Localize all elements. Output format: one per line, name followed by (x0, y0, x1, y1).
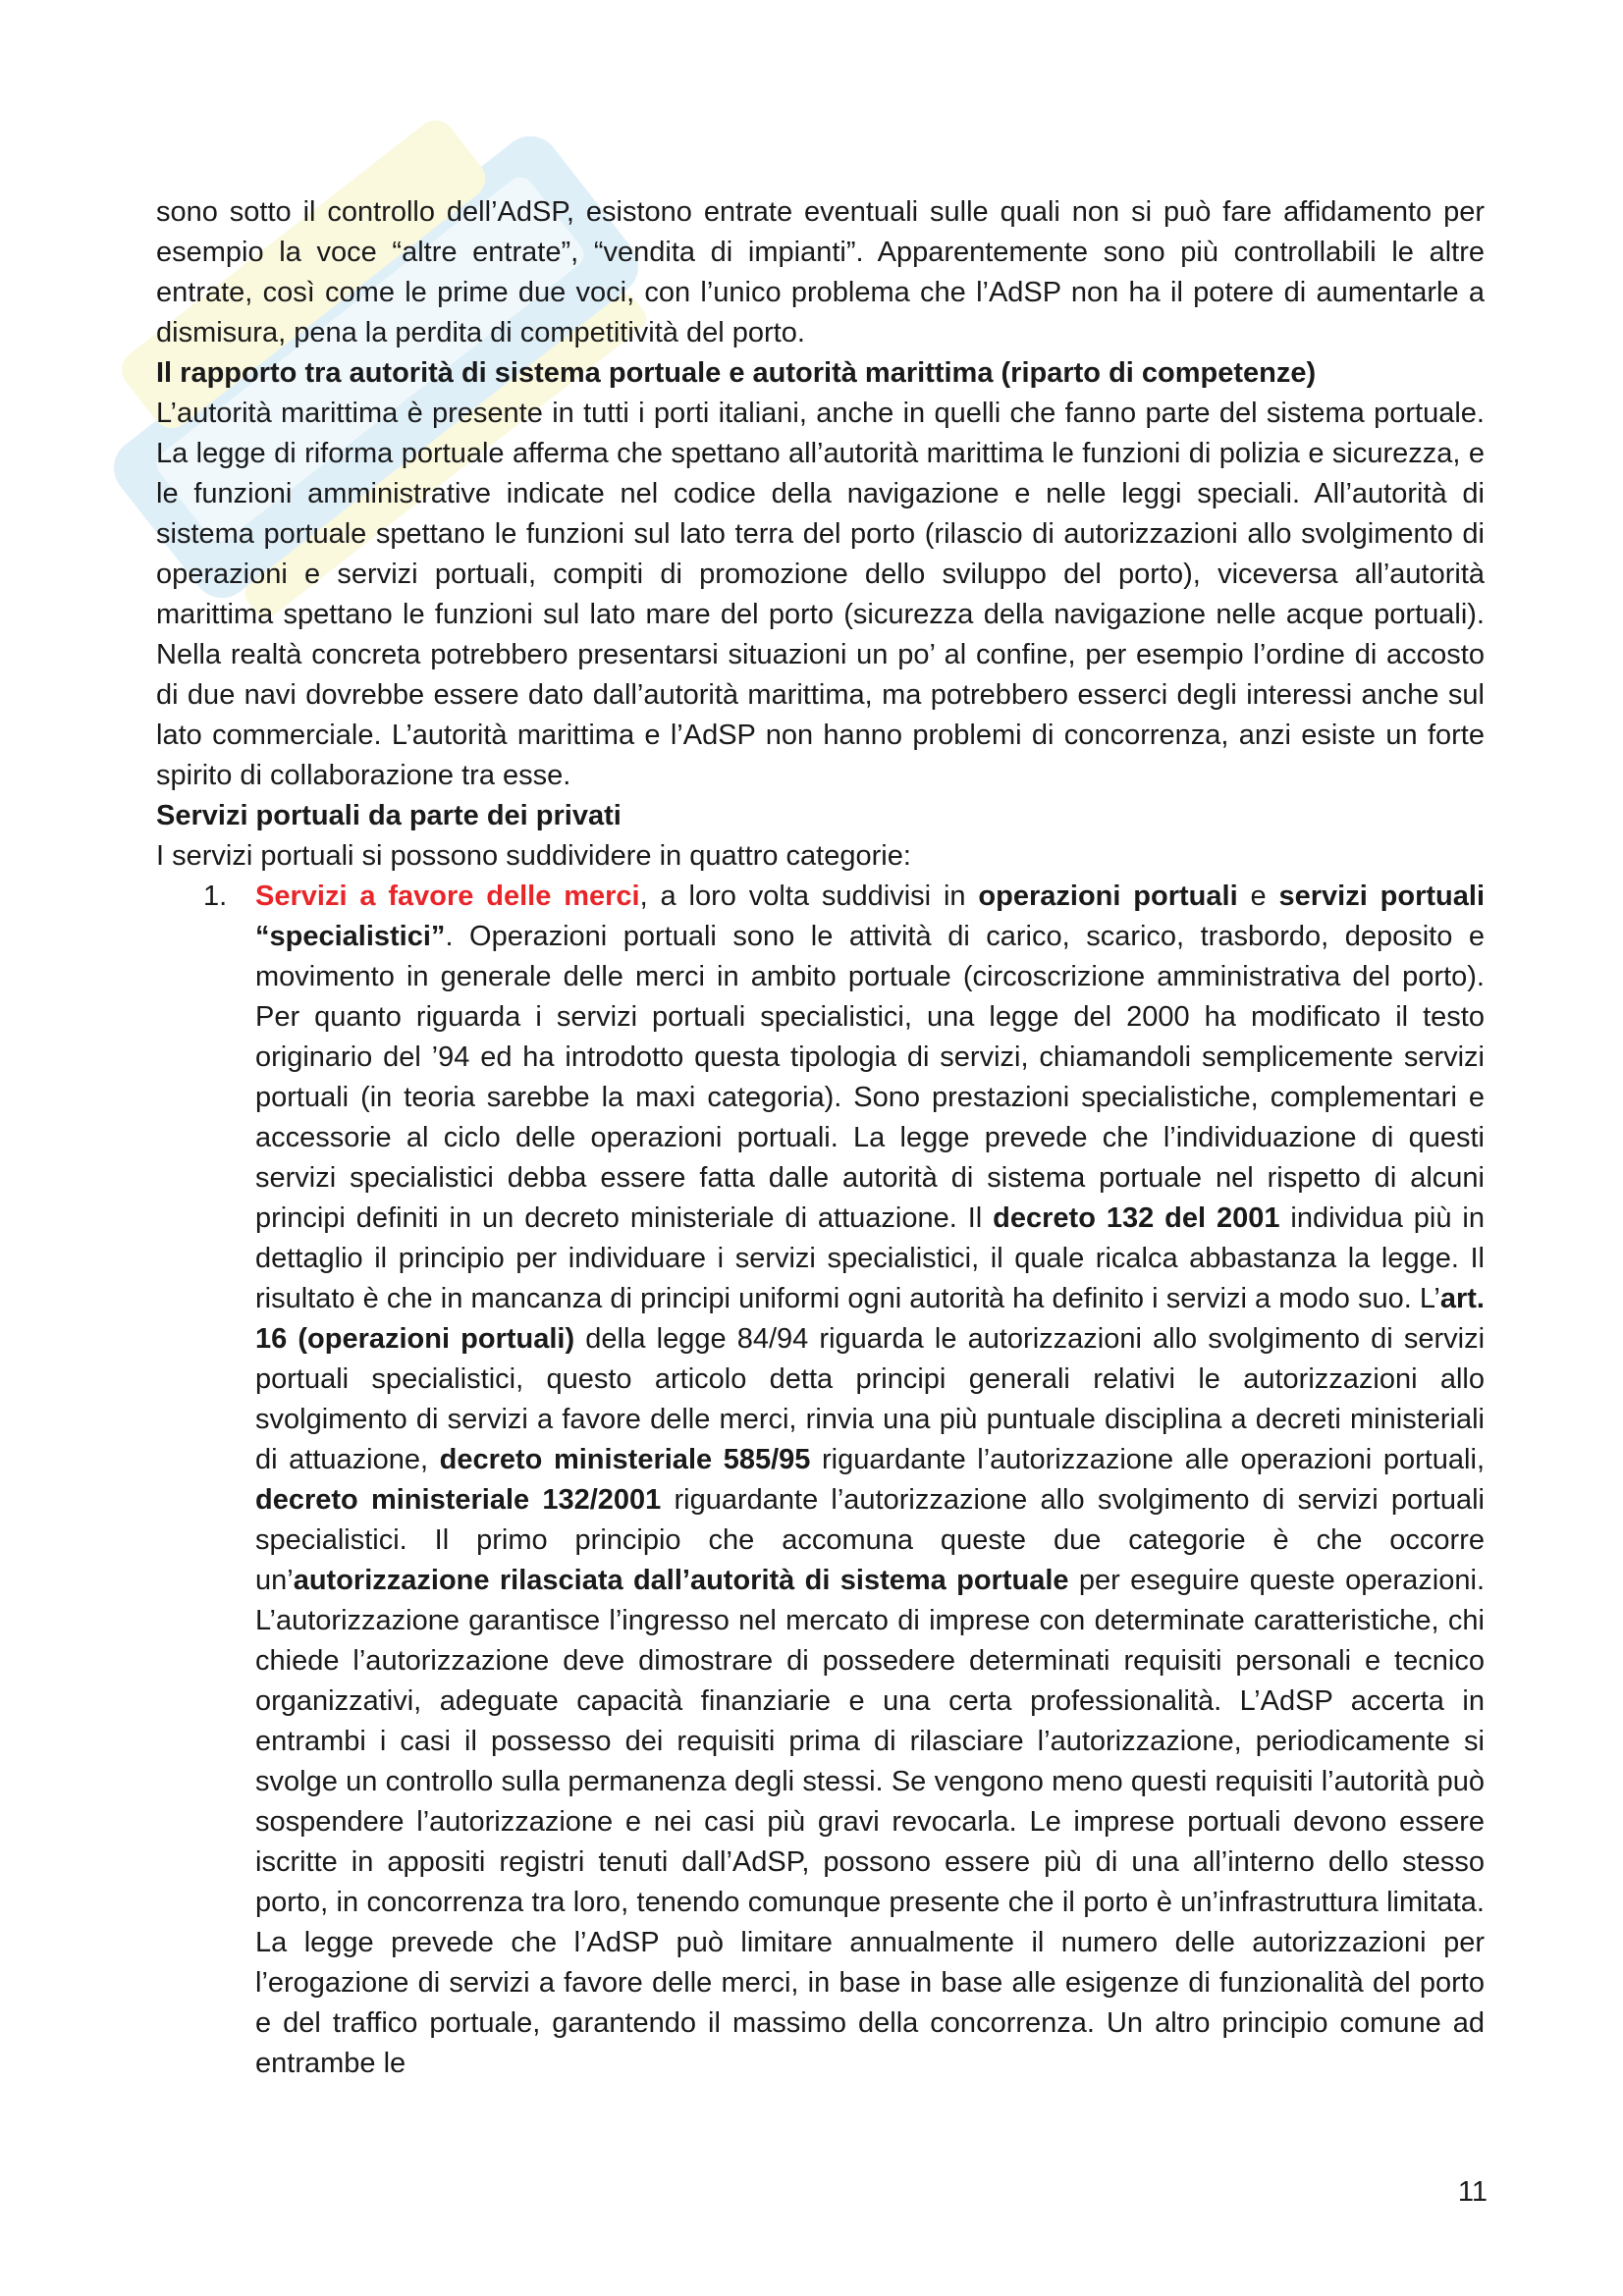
bold-text: autorizzazione rilasciata dall’autorità di sistema portuale (293, 1565, 1069, 1596)
text-run: della legge 84/94 riguarda le autorizzazioni allo svolgimento di servizi portuali specialistici, questo articolo detta principi generali relativi le autorizzazioni allo svolgimento di servizi a favore delle merci, rinvia una più puntuale disciplina a decreti ministeriali di attuazione, (255, 1323, 1486, 1475)
text-run: riguardante l’autorizzazione allo svolgimento di servizi portuali specialistici. Il primo principio che accomuna queste due categorie è che occorre un’ (255, 1484, 1485, 1596)
bold-text: operazioni portuali (978, 881, 1238, 912)
bold-text: decreto 132 del 2001 (993, 1202, 1280, 1234)
text-run: e (1237, 881, 1279, 912)
categories-list (156, 877, 1485, 2084)
page-number: 11 (1457, 2176, 1488, 2208)
list-item-number: 1. (203, 881, 228, 912)
text-run: , a loro volta suddivisi in (639, 881, 979, 912)
bold-text: servizi portuali “specialistici” (255, 881, 1485, 952)
highlight-red-text: Servizi a favore delle merci (255, 881, 640, 912)
text-run: per eseguire queste operazioni. L’autorizzazione garantisce l’ingresso nel mercato di imprese con determinate caratteristiche, chi chiede l’autorizzazione deve dimostrare di possedere determinati requisiti personali e tecnico organizzativi, adeguate capacità finanziarie e una certa professionalità. L’AdSP accerta in entrambi i casi il possesso dei requisiti prima di rilasciare l’autorizzazione, periodicamente si svolge un controllo sulla permanenza degli stessi. Se vengono meno questi requisiti l’autorità può sospendere l’autorizzazione e nei casi più gravi revocarla. Le imprese portuali devono essere iscritte in appositi registri tenuti dall’AdSP, possono essere più di una all’interno dello stesso porto, in concorrenza tra loro, tenendo comunque presente che il porto è un’infrastruttura limitata. La legge prevede che l’AdSP può limitare annualmente il numero delle autorizzazioni per l’erogazione di servizi a favore delle merci, in base in base alle esigenze di funzionalità del porto e del traffico portuale, garantendo il massimo della concorrenza. Un altro principio comune ad entrambe le (255, 1565, 1486, 2079)
document-page (156, 192, 1485, 2084)
text-run: riguardante l’autorizzazione alle operazioni portuali, (810, 1444, 1485, 1475)
intro-paragraph: sono sotto il controllo dell’AdSP, esistono entrate eventuali sulle quali non si può fare affidamento per esempio la voce “altre entrate”, “vendita di impianti”. Apparentemente sono più controllabili le altre entrate, così come le prime due voci, con l’unico problema che l’AdSP non ha il potere di aumentarle a dismisura, pena la perdita di competitività del porto. (156, 196, 1485, 348)
list-item-text (255, 877, 1485, 2084)
section-paragraph-autorita: L’autorità marittima è presente in tutti i porti italiani, anche in quelli che fanno parte del sistema portuale. La legge di riforma portuale afferma che spettano all’autorità marittima le funzioni di polizia e sicurezza, e le funzioni amministrative indicate nel codice della navigazione e nelle leggi speciali. All’autorità di sistema portuale spettano le funzioni sul lato terra del porto (rilascio di autorizzazioni allo svolgimento di operazioni e servizi portuali, compiti di promozione dello sviluppo del porto), viceversa all’autorità marittima spettano le funzioni sul lato mare del porto (sicurezza della navigazione nelle acque portuali). Nella realtà concreta potrebbero presentarsi situazioni un po’ al confine, per esempio l’ordine di accosto di due navi dovrebbe essere dato dall’autorità marittima, ma potrebbero esserci degli interessi anche sul lato commerciale. L’autorità marittima e l’AdSP non hanno problemi di concorrenza, anzi esiste un forte spirito di collaborazione tra esse. (156, 398, 1485, 791)
text-run: individua più in dettaglio il principio per individuare i servizi specialistici, il quale ricalca abbastanza la legge. Il risultato è che in mancanza di principi uniformi ogni autorità ha definito i servizi a modo suo. L’ (255, 1202, 1485, 1314)
section-heading-servizi: Servizi portuali da parte dei privati (156, 800, 622, 831)
section-intro-servizi: I servizi portuali si possono suddividere in quattro categorie: (156, 840, 911, 872)
bold-text: decreto ministeriale 585/95 (439, 1444, 811, 1475)
bold-text: art. 16 (operazioni portuali) (255, 1283, 1485, 1355)
section-heading-autorita: Il rapporto tra autorità di sistema portuale e autorità marittima (riparto di competenze) (156, 357, 1317, 389)
bold-text: decreto ministeriale 132/2001 (255, 1484, 662, 1516)
list-item (156, 877, 1485, 2084)
text-run: . Operazioni portuali sono le attività di carico, scarico, trasbordo, deposito e movimento in generale delle merci in ambito portuale (circoscrizione amministrativa del porto). Per quanto riguarda i servizi portuali specialistici, una legge del 2000 ha modificato il testo originario del ’94 ed ha introdotto questa tipologia di servizi, chiamandoli semplicemente servizi portuali (in teoria sarebbe la maxi categoria). Sono prestazioni specialistiche, complementari e accessorie al ciclo delle operazioni portuali. La legge prevede che l’individuazione di questi servizi specialistici debba essere fatta dalle autorità di sistema portuale nel rispetto di alcuni principi definiti in un decreto ministeriale di attuazione. Il (255, 921, 1485, 1234)
